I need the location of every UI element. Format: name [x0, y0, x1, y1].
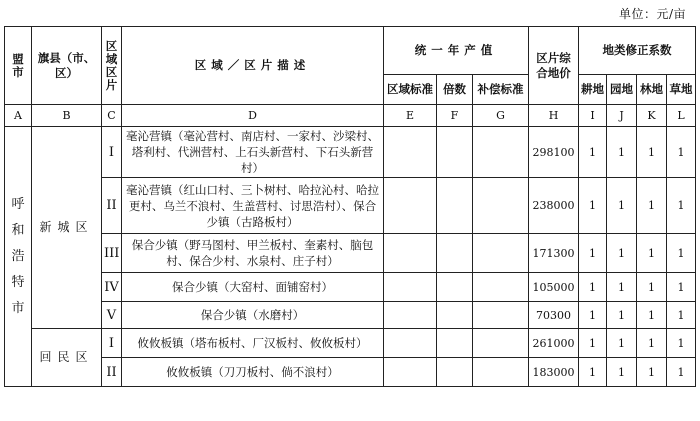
zone-description: 毫沁营镇（毫沁营村、南店村、一家村、沙梁村、塔利村、代洲营村、上石头新营村、下石头新营村） — [122, 127, 384, 178]
zone-code: I — [102, 329, 122, 358]
header-row-1 — [5, 27, 696, 75]
column-letter: I — [579, 105, 607, 127]
coef-farmland: 1 — [579, 358, 607, 387]
zone-description: 攸攸板镇（塔布板村、厂汉板村、攸攸板村） — [122, 329, 384, 358]
column-letter: J — [607, 105, 637, 127]
header-compensation-standard: 补偿标准 — [473, 75, 529, 105]
coef-forest: 1 — [637, 329, 667, 358]
header-grass: 草地 — [667, 75, 696, 105]
zone-code: II — [102, 358, 122, 387]
zone-standard-cell — [384, 358, 437, 387]
header-composite-price — [529, 27, 579, 105]
column-letter: A — [5, 105, 32, 127]
zone-code: IV — [102, 273, 122, 302]
zone-description: 攸攸板镇（刀刀板村、倘不浪村） — [122, 358, 384, 387]
coef-farmland: 1 — [579, 234, 607, 273]
coef-garden: 1 — [607, 178, 637, 234]
coef-farmland: 1 — [579, 127, 607, 178]
header-multiple: 倍数 — [437, 75, 473, 105]
unit-label: 单位：元/亩 — [618, 7, 686, 21]
header-description-text: 区域／区片描述 — [194, 58, 311, 72]
header-league — [5, 27, 32, 105]
column-letter: H — [529, 105, 579, 127]
column-letter: D — [122, 105, 384, 127]
multiple-cell — [437, 178, 473, 234]
table-row — [5, 273, 696, 302]
coef-farmland: 1 — [579, 302, 607, 329]
header-garden: 园地 — [607, 75, 637, 105]
coef-forest: 1 — [637, 127, 667, 178]
coef-grass: 1 — [667, 302, 696, 329]
column-letter: F — [437, 105, 473, 127]
header-coef-group-text: 地类修正系数 — [602, 43, 672, 57]
coef-forest: 1 — [637, 273, 667, 302]
coef-grass: 1 — [667, 273, 696, 302]
zone-standard-cell — [384, 329, 437, 358]
coef-grass: 1 — [667, 127, 696, 178]
header-county-text: 旗县（市、区） — [37, 50, 96, 80]
coef-forest: 1 — [637, 302, 667, 329]
table-row — [5, 127, 696, 178]
header-zone-standard: 区域标准 — [384, 75, 437, 105]
coef-grass: 1 — [667, 329, 696, 358]
coef-garden: 1 — [607, 329, 637, 358]
table-row — [5, 329, 696, 358]
compensation-cell — [473, 329, 529, 358]
county-cell — [32, 127, 102, 329]
composite-price: 261000 — [529, 329, 579, 358]
zone-code: II — [102, 178, 122, 234]
column-letter-row — [5, 105, 696, 127]
coef-farmland: 1 — [579, 329, 607, 358]
composite-price: 238000 — [529, 178, 579, 234]
compensation-cell — [473, 234, 529, 273]
multiple-cell — [437, 358, 473, 387]
league-name: 呼 和 浩 特 市 — [11, 196, 25, 316]
zone-standard-cell — [384, 127, 437, 178]
coef-garden: 1 — [607, 127, 637, 178]
header-unified-value-text: 统一年产值 — [414, 43, 498, 57]
composite-price: 171300 — [529, 234, 579, 273]
header-county — [32, 27, 102, 105]
compensation-cell — [473, 178, 529, 234]
coef-forest: 1 — [637, 178, 667, 234]
coef-farmland: 1 — [579, 178, 607, 234]
coef-garden: 1 — [607, 234, 637, 273]
composite-price: 298100 — [529, 127, 579, 178]
county-name: 回民区 — [39, 350, 94, 364]
column-letter: B — [32, 105, 102, 127]
header-zone-text: 区 域 区 片 — [105, 38, 118, 92]
table-row — [5, 234, 696, 273]
zone-code: III — [102, 234, 122, 273]
zone-description: 保合少镇（水磨村） — [122, 302, 384, 329]
zone-description: 毫沁营镇（红山口村、三卜树村、哈拉沁村、哈拉更村、乌兰不浪村、生盖营村、讨思浩村）、保合少镇（古路板村） — [122, 178, 384, 234]
table-row — [5, 178, 696, 234]
coef-forest: 1 — [637, 234, 667, 273]
compensation-cell — [473, 302, 529, 329]
coef-grass: 1 — [667, 178, 696, 234]
coef-garden: 1 — [607, 302, 637, 329]
zone-description: 保合少镇（大窑村、面铺窑村） — [122, 273, 384, 302]
header-league-text: 盟 市 — [12, 51, 24, 79]
coef-forest: 1 — [637, 358, 667, 387]
land-price-table — [4, 26, 696, 387]
table-row — [5, 302, 696, 329]
column-letter: L — [667, 105, 696, 127]
county-name: 新城区 — [39, 220, 94, 234]
multiple-cell — [437, 127, 473, 178]
column-letter: K — [637, 105, 667, 127]
multiple-cell — [437, 234, 473, 273]
header-description — [122, 27, 384, 105]
coef-garden: 1 — [607, 273, 637, 302]
column-letter: C — [102, 105, 122, 127]
compensation-cell — [473, 127, 529, 178]
zone-standard-cell — [384, 302, 437, 329]
column-letter: G — [473, 105, 529, 127]
header-coef-group — [579, 27, 696, 75]
compensation-cell — [473, 358, 529, 387]
composite-price: 70300 — [529, 302, 579, 329]
table-row — [5, 358, 696, 387]
header-zone — [102, 27, 122, 105]
header-composite-price-text: 区片综合地价 — [536, 50, 571, 80]
composite-price: 105000 — [529, 273, 579, 302]
zone-code: I — [102, 127, 122, 178]
zone-standard-cell — [384, 178, 437, 234]
coef-grass: 1 — [667, 358, 696, 387]
league-cell — [5, 127, 32, 387]
header-forest: 林地 — [637, 75, 667, 105]
compensation-cell — [473, 273, 529, 302]
zone-standard-cell — [384, 273, 437, 302]
multiple-cell — [437, 302, 473, 329]
column-letter: E — [384, 105, 437, 127]
composite-price: 183000 — [529, 358, 579, 387]
header-farmland: 耕地 — [579, 75, 607, 105]
header-unified-value — [384, 27, 529, 75]
zone-description: 保合少镇（野马图村、甲兰板村、奎素村、脑包村、保合少村、水泉村、庄子村） — [122, 234, 384, 273]
zone-code: V — [102, 302, 122, 329]
coef-garden: 1 — [607, 358, 637, 387]
multiple-cell — [437, 273, 473, 302]
coef-farmland: 1 — [579, 273, 607, 302]
county-cell — [32, 329, 102, 387]
coef-grass: 1 — [667, 234, 696, 273]
zone-standard-cell — [384, 234, 437, 273]
multiple-cell — [437, 329, 473, 358]
